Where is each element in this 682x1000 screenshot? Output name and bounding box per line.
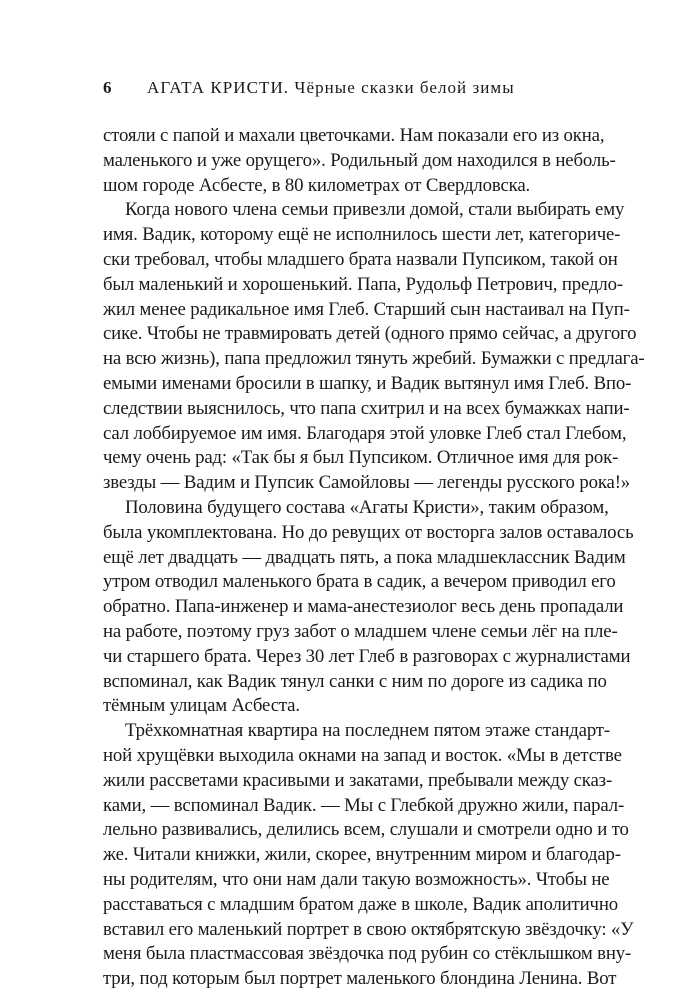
text-line: меня была пластмассовая звёздочка под рубин со стёклышком вну-: [103, 943, 632, 965]
text-line: жил менее радикальное имя Глеб. Старший сын настаивал на Пуп-: [103, 298, 630, 320]
paragraph-1: [103, 124, 616, 198]
text-line: лельно развивались, делились всем, слушали и смотрели одно и то: [103, 819, 629, 841]
text-line: расставаться с младшим братом даже в школе, Вадик аполитично: [103, 893, 618, 915]
text-line: сал лоббируемое им имя. Благодаря этой уловке Глеб стал Глебом,: [103, 422, 627, 444]
paragraph-3: [103, 496, 634, 719]
text-line: три, под которым был портрет маленького блондина Ленина. Вот: [103, 968, 617, 990]
text-line: ной хрущёвки выходила окнами на запад и восток. «Мы в детстве: [103, 744, 622, 766]
text-line: имя. Вадик, которому ещё не исполнилось шести лет, категориче-: [103, 224, 621, 246]
text-line: звезды — Вадим и Пупсик Самойловы — легенды русского рока!»: [103, 472, 631, 494]
paragraph-2: [103, 198, 645, 496]
text-line: маленького и уже орущего». Родильный дом находился в неболь-: [103, 149, 616, 171]
text-line: следствии выяснилось, что папа схитрил и на всех бумажках напи-: [103, 397, 630, 419]
text-line: тёмным улицам Асбеста.: [103, 695, 300, 717]
text-line: вставил его маленький портрет в свою октябрятскую звёздочку: «У: [103, 918, 634, 940]
text-line: же. Читали книжки, жили, скорее, внутренним миром и благодар-: [103, 844, 621, 866]
text-line: ками, — вспоминал Вадик. — Мы с Глебкой дружно жили, парал-: [103, 794, 625, 816]
book-title-header: АГАТА КРИСТИ. Чёрные сказки белой зимы: [147, 78, 515, 97]
text-line: Когда нового члена семьи привезли домой, стали выбирать ему: [125, 199, 625, 221]
text-line: на всю жизнь), папа предложил тянуть жребий. Бумажки с предлага-: [103, 348, 645, 370]
text-line: жили рассветами красивыми и закатами, пребывали между сказ-: [103, 769, 613, 791]
text-line: ещё лет двадцать — двадцать пять, а пока младшеклассник Вадим: [103, 546, 626, 568]
paragraph-4: [103, 719, 634, 992]
page-number: 6: [103, 78, 112, 97]
text-line: стояли с папой и махали цветочками. Нам показали его из окна,: [103, 125, 605, 146]
text-line: была укомплектована. Но до ревущих от восторга залов оставалось: [103, 521, 634, 543]
text-line: чему очень рад: «Так бы я был Пупсиком. Отличное имя для рок-: [103, 447, 619, 469]
text-line: ски требовал, чтобы младшего брата назвали Пупсиком, такой он: [103, 248, 618, 270]
text-line: шом городе Асбесте, в 80 километрах от Свердловска.: [103, 174, 531, 196]
text-line: был маленький и хорошенький. Папа, Рудольф Петрович, предло-: [103, 273, 623, 295]
text-line: обратно. Папа-инженер и мама-анестезиолог весь день пропадали: [103, 596, 624, 618]
text-line: емыми именами бросили в шапку, и Вадик вытянул имя Глеб. Впо-: [103, 372, 632, 394]
running-head: [103, 76, 603, 100]
text-line: чи старшего брата. Через 30 лет Глеб в разговорах с журналистами: [103, 645, 631, 667]
text-line: утром отводил маленького брата в садик, а вечером приводил его: [103, 571, 616, 593]
text-line: сике. Чтобы не травмировать детей (одного прямо сейчас, а другого: [103, 323, 637, 345]
text-line: Трёхкомнатная квартира на последнем пятом этаже стандарт-: [125, 720, 610, 742]
text-line: вспоминал, как Вадик тянул санки с ним по дороге из садика по: [103, 670, 607, 692]
text-line: на работе, поэтому груз забот о младшем члене семьи лёг на пле-: [103, 620, 618, 642]
body-text: [103, 124, 645, 992]
text-line: ны родителям, что они нам дали такую возможность». Чтобы не: [103, 868, 610, 890]
text-line: Половина будущего состава «Агаты Кристи», таким образом,: [125, 496, 609, 518]
